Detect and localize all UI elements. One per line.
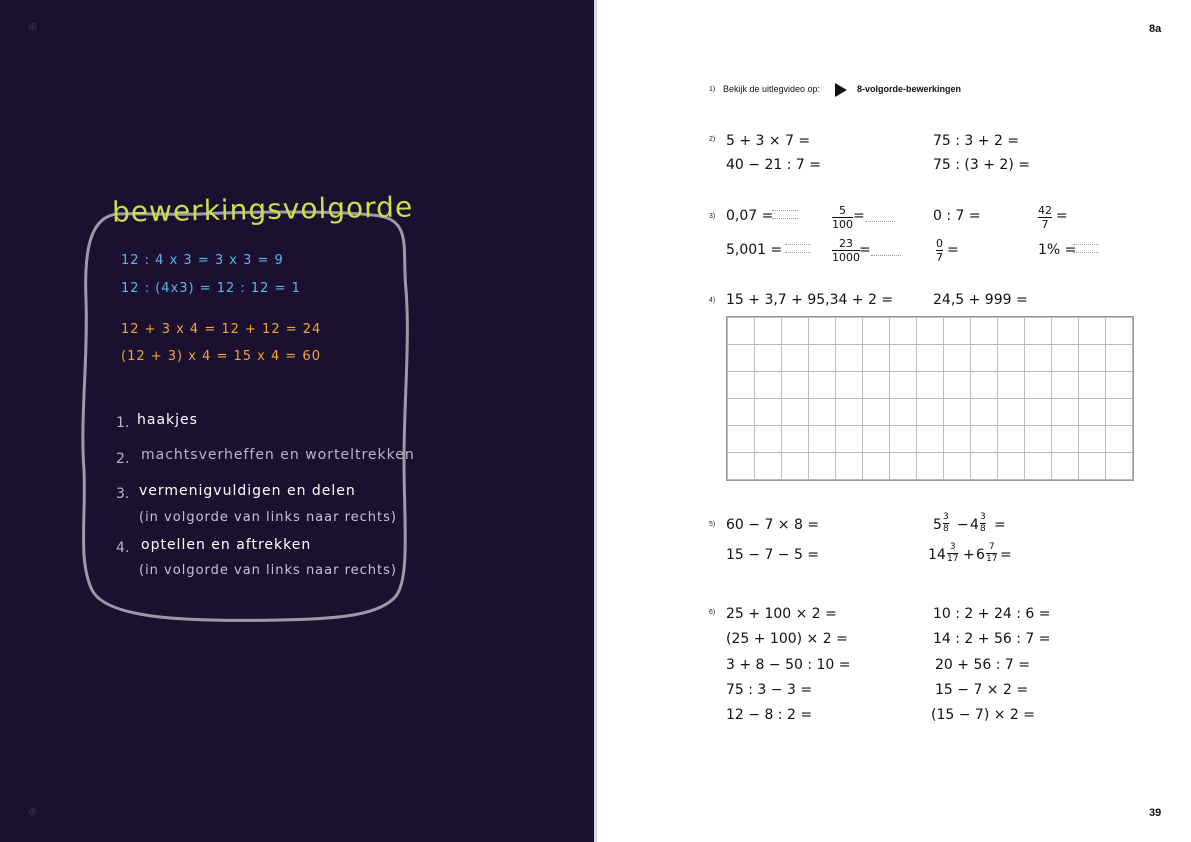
exercise: 25 + 100 × 2 = bbox=[726, 606, 837, 622]
play-icon[interactable] bbox=[835, 83, 847, 97]
numerator: 3 bbox=[949, 542, 956, 552]
exercise: 0,07 = bbox=[726, 208, 774, 224]
exercise: 75 : 3 − 3 = bbox=[726, 682, 813, 698]
exercise: 75 : 3 + 2 = bbox=[933, 133, 1020, 149]
answer-fraction-blank[interactable] bbox=[785, 243, 811, 253]
example-line: (12 + 3) x 4 = 15 x 4 = 60 bbox=[121, 349, 321, 364]
denominator: 1000 bbox=[832, 251, 860, 264]
fraction bbox=[936, 238, 943, 263]
numerator: 5 bbox=[839, 204, 846, 217]
fraction bbox=[1038, 205, 1052, 230]
exercise: 20 + 56 : 7 = bbox=[935, 657, 1030, 673]
video-link[interactable]: 8-volgorde-bewerkingen bbox=[857, 84, 962, 94]
crop-mark-icon: ⊕ bbox=[28, 805, 38, 818]
exercise: 0 : 7 = bbox=[933, 208, 981, 224]
example-line: 12 : 4 x 3 = 3 x 3 = 9 bbox=[121, 253, 284, 268]
operator: = bbox=[994, 517, 1006, 533]
exercise: 5,001 = bbox=[726, 242, 783, 258]
numerator: 3 bbox=[943, 512, 949, 522]
fraction bbox=[832, 205, 853, 230]
mixed-number-whole: 14 bbox=[928, 547, 946, 563]
numerator: 42 bbox=[1038, 204, 1052, 217]
exercise: 12 − 8 : 2 = bbox=[726, 707, 813, 723]
denominator: 17 bbox=[947, 554, 959, 564]
denominator: 8 bbox=[943, 524, 949, 534]
question-number: 4) bbox=[709, 297, 716, 304]
exercise: 3 + 8 − 50 : 10 = bbox=[726, 657, 851, 673]
numerator: 23 bbox=[839, 237, 853, 250]
rule-text: vermenigvuldigen en delen bbox=[139, 483, 356, 499]
example-line: 12 : (4x3) = 12 : 12 = 1 bbox=[121, 281, 301, 296]
crop-mark-icon: ⊕ bbox=[28, 20, 38, 33]
equals-sign: = bbox=[947, 242, 959, 258]
denominator: 100 bbox=[832, 218, 853, 231]
rule-text: optellen en aftrekken bbox=[141, 537, 312, 553]
exercise: 24,5 + 999 = bbox=[933, 292, 1028, 308]
operator: − bbox=[957, 517, 969, 533]
exercise: 75 : (3 + 2) = bbox=[933, 157, 1030, 173]
operator: + bbox=[963, 547, 975, 563]
question-number: 5) bbox=[709, 521, 716, 528]
mixed-number-whole: 6 bbox=[976, 547, 985, 563]
exercise: 14 : 2 + 56 : 7 = bbox=[933, 631, 1051, 647]
equals-sign: = bbox=[1056, 208, 1068, 224]
equals-sign: = bbox=[853, 208, 865, 224]
exercise: 40 − 21 : 7 = bbox=[726, 157, 821, 173]
fraction bbox=[980, 513, 986, 534]
rule-text: machtsverheffen en worteltrekken bbox=[141, 447, 415, 463]
fraction bbox=[986, 543, 997, 564]
answer-blank[interactable] bbox=[871, 255, 901, 256]
calculation-grid[interactable] bbox=[726, 316, 1134, 481]
numerator: 7 bbox=[988, 542, 995, 552]
fraction bbox=[832, 238, 860, 263]
example-line: 12 + 3 x 4 = 12 + 12 = 24 bbox=[121, 322, 322, 337]
rule-number: 1. bbox=[116, 415, 130, 431]
answer-fraction-blank[interactable] bbox=[1073, 243, 1099, 253]
left-page bbox=[0, 0, 594, 842]
denominator: 17 bbox=[986, 554, 998, 564]
rule-note: (in volgorde van links naar rechts) bbox=[139, 510, 397, 525]
operator: = bbox=[1000, 547, 1012, 563]
fraction bbox=[943, 513, 949, 534]
rule-number: 4. bbox=[116, 540, 130, 556]
exercise: 1% = bbox=[1038, 242, 1077, 258]
instruction-text: Bekijk de uitlegvideo op: bbox=[723, 84, 821, 94]
exercise: 15 − 7 × 2 = bbox=[935, 682, 1029, 698]
exercise: 15 − 7 − 5 = bbox=[726, 547, 820, 563]
answer-fraction-blank[interactable] bbox=[772, 209, 798, 219]
exercise: 15 + 3,7 + 95,34 + 2 = bbox=[726, 292, 894, 308]
denominator: 8 bbox=[980, 524, 986, 534]
page-title: bewerkingsvolgorde bbox=[111, 190, 414, 229]
right-page bbox=[597, 0, 1191, 842]
fraction bbox=[947, 543, 958, 564]
mixed-number-whole: 5 bbox=[933, 517, 942, 533]
exercise: 10 : 2 + 24 : 6 = bbox=[933, 606, 1051, 622]
rule-text: haakjes bbox=[137, 412, 198, 428]
question-number: 1) bbox=[709, 86, 716, 93]
exercise: (25 + 100) × 2 = bbox=[726, 631, 848, 647]
exercise: 60 − 7 × 8 = bbox=[726, 517, 820, 533]
numerator: 0 bbox=[936, 237, 943, 250]
question-number: 2) bbox=[709, 136, 716, 143]
page-label: 8a bbox=[1149, 23, 1162, 35]
denominator: 7 bbox=[936, 251, 943, 264]
question-number: 3) bbox=[709, 213, 716, 220]
rule-number: 2. bbox=[116, 451, 130, 467]
exercise: (15 − 7) × 2 = bbox=[931, 707, 1035, 723]
denominator: 7 bbox=[1041, 218, 1049, 231]
rule-note: (in volgorde van links naar rechts) bbox=[139, 563, 397, 578]
numerator: 3 bbox=[980, 512, 986, 522]
exercise: 5 + 3 × 7 = bbox=[726, 133, 811, 149]
answer-blank[interactable] bbox=[865, 221, 895, 222]
handdrawn-frame bbox=[0, 0, 594, 842]
rule-number: 3. bbox=[116, 486, 130, 502]
page-number: 39 bbox=[1149, 807, 1162, 819]
mixed-number-whole: 4 bbox=[970, 517, 979, 533]
question-number: 6) bbox=[709, 609, 716, 616]
equals-sign: = bbox=[859, 242, 871, 258]
